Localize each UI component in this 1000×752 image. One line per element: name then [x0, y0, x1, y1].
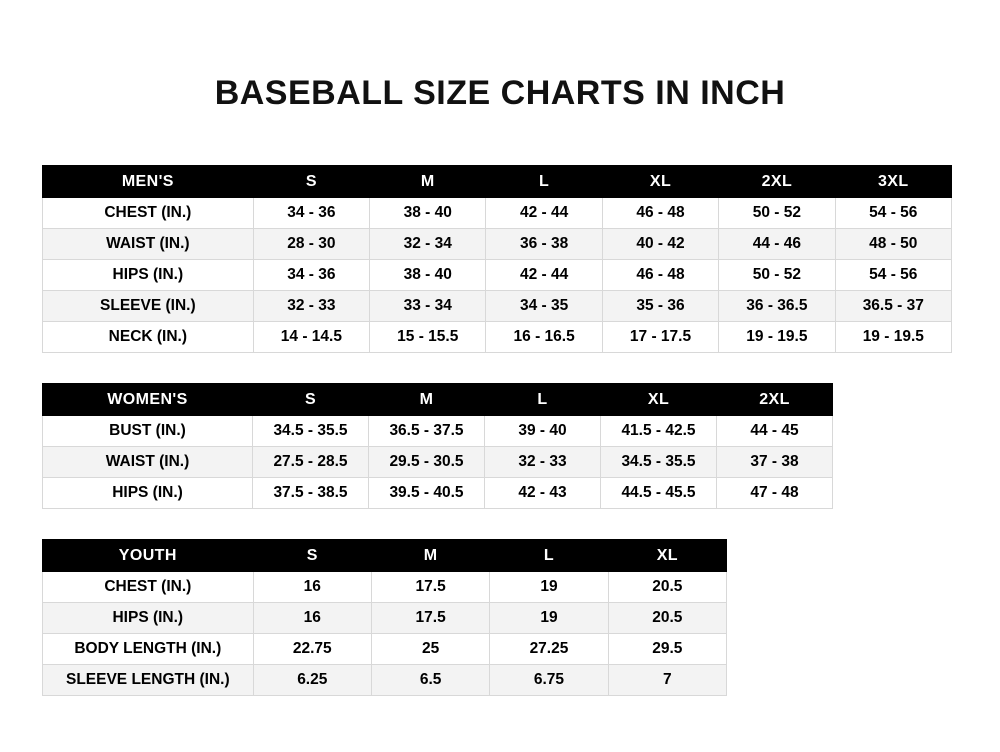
table-cell: 6.5	[371, 665, 489, 696]
table-cell: 32 - 33	[485, 447, 601, 478]
row-label: HIPS (IN.)	[43, 603, 254, 634]
mens-size-table	[42, 165, 952, 353]
column-header: M	[369, 384, 485, 416]
table-row	[43, 603, 727, 634]
table-cell: 39 - 40	[485, 416, 601, 447]
table-row	[43, 478, 833, 509]
column-header: S	[253, 166, 369, 198]
table-cell: 38 - 40	[370, 198, 486, 229]
womens-table-header	[43, 384, 833, 416]
table-cell: 33 - 34	[370, 291, 486, 322]
table-cell: 36 - 38	[486, 229, 602, 260]
table-cell: 19	[490, 572, 608, 603]
column-header: 2XL	[719, 166, 835, 198]
table-row	[43, 665, 727, 696]
column-header: XL	[602, 166, 718, 198]
table-row	[43, 447, 833, 478]
table-cell: 47 - 48	[717, 478, 833, 509]
table-cell: 34.5 - 35.5	[601, 447, 717, 478]
table-cell: 41.5 - 42.5	[601, 416, 717, 447]
tables-container	[0, 165, 1000, 696]
table-cell: 25	[371, 634, 489, 665]
row-label: HIPS (IN.)	[43, 260, 254, 291]
table-cell: 16 - 16.5	[486, 322, 602, 353]
row-label: BODY LENGTH (IN.)	[43, 634, 254, 665]
column-header: YOUTH	[43, 540, 254, 572]
column-header: XL	[608, 540, 726, 572]
mens-table-header	[43, 166, 952, 198]
table-row	[43, 634, 727, 665]
table-cell: 48 - 50	[835, 229, 951, 260]
table-cell: 54 - 56	[835, 260, 951, 291]
row-label: CHEST (IN.)	[43, 198, 254, 229]
table-cell: 34.5 - 35.5	[253, 416, 369, 447]
column-header: L	[485, 384, 601, 416]
table-cell: 39.5 - 40.5	[369, 478, 485, 509]
table-row	[43, 416, 833, 447]
table-row	[43, 229, 952, 260]
table-cell: 42 - 43	[485, 478, 601, 509]
table-cell: 37.5 - 38.5	[253, 478, 369, 509]
column-header: L	[486, 166, 602, 198]
table-row	[43, 260, 952, 291]
table-row	[43, 291, 952, 322]
table-row	[43, 198, 952, 229]
row-label: SLEEVE (IN.)	[43, 291, 254, 322]
table-cell: 34 - 36	[253, 198, 369, 229]
mens-table-body	[43, 198, 952, 353]
table-cell: 28 - 30	[253, 229, 369, 260]
column-header: 3XL	[835, 166, 951, 198]
table-cell: 34 - 35	[486, 291, 602, 322]
table-cell: 32 - 34	[370, 229, 486, 260]
table-cell: 44 - 46	[719, 229, 835, 260]
row-label: BUST (IN.)	[43, 416, 253, 447]
table-cell: 20.5	[608, 603, 726, 634]
table-cell: 54 - 56	[835, 198, 951, 229]
youth-table-body	[43, 572, 727, 696]
table-cell: 22.75	[253, 634, 371, 665]
row-label: HIPS (IN.)	[43, 478, 253, 509]
table-cell: 17.5	[371, 603, 489, 634]
table-cell: 50 - 52	[719, 198, 835, 229]
table-cell: 27.25	[490, 634, 608, 665]
table-cell: 46 - 48	[602, 198, 718, 229]
table-cell: 46 - 48	[602, 260, 718, 291]
table-cell: 44 - 45	[717, 416, 833, 447]
page-title: BASEBALL SIZE CHARTS IN INCH	[214, 74, 786, 112]
table-row	[43, 322, 952, 353]
table-cell: 42 - 44	[486, 260, 602, 291]
row-label: SLEEVE LENGTH (IN.)	[43, 665, 254, 696]
table-cell: 20.5	[608, 572, 726, 603]
column-header: M	[370, 166, 486, 198]
table-cell: 34 - 36	[253, 260, 369, 291]
table-cell: 44.5 - 45.5	[601, 478, 717, 509]
table-cell: 36.5 - 37	[835, 291, 951, 322]
table-cell: 29.5 - 30.5	[369, 447, 485, 478]
table-row	[43, 572, 727, 603]
column-header: S	[253, 384, 369, 416]
womens-size-table	[42, 383, 833, 509]
table-cell: 40 - 42	[602, 229, 718, 260]
table-cell: 6.25	[253, 665, 371, 696]
table-cell: 6.75	[490, 665, 608, 696]
youth-size-table	[42, 539, 727, 696]
table-cell: 38 - 40	[370, 260, 486, 291]
table-header-row	[43, 540, 727, 572]
table-cell: 36.5 - 37.5	[369, 416, 485, 447]
column-header: MEN'S	[43, 166, 254, 198]
column-header: XL	[601, 384, 717, 416]
table-cell: 19	[490, 603, 608, 634]
youth-table-header	[43, 540, 727, 572]
table-cell: 16	[253, 572, 371, 603]
table-cell: 37 - 38	[717, 447, 833, 478]
table-cell: 35 - 36	[602, 291, 718, 322]
table-cell: 42 - 44	[486, 198, 602, 229]
table-cell: 17.5	[371, 572, 489, 603]
table-cell: 17 - 17.5	[602, 322, 718, 353]
womens-table-body	[43, 416, 833, 509]
table-header-row	[43, 384, 833, 416]
table-cell: 16	[253, 603, 371, 634]
row-label: WAIST (IN.)	[43, 229, 254, 260]
table-cell: 7	[608, 665, 726, 696]
column-header: WOMEN'S	[43, 384, 253, 416]
table-header-row	[43, 166, 952, 198]
table-cell: 19 - 19.5	[719, 322, 835, 353]
column-header: L	[490, 540, 608, 572]
column-header: 2XL	[717, 384, 833, 416]
column-header: S	[253, 540, 371, 572]
row-label: WAIST (IN.)	[43, 447, 253, 478]
column-header: M	[371, 540, 489, 572]
table-cell: 14 - 14.5	[253, 322, 369, 353]
row-label: NECK (IN.)	[43, 322, 254, 353]
table-cell: 27.5 - 28.5	[253, 447, 369, 478]
table-cell: 36 - 36.5	[719, 291, 835, 322]
table-cell: 50 - 52	[719, 260, 835, 291]
table-cell: 32 - 33	[253, 291, 369, 322]
table-cell: 15 - 15.5	[370, 322, 486, 353]
row-label: CHEST (IN.)	[43, 572, 254, 603]
table-cell: 29.5	[608, 634, 726, 665]
table-cell: 19 - 19.5	[835, 322, 951, 353]
